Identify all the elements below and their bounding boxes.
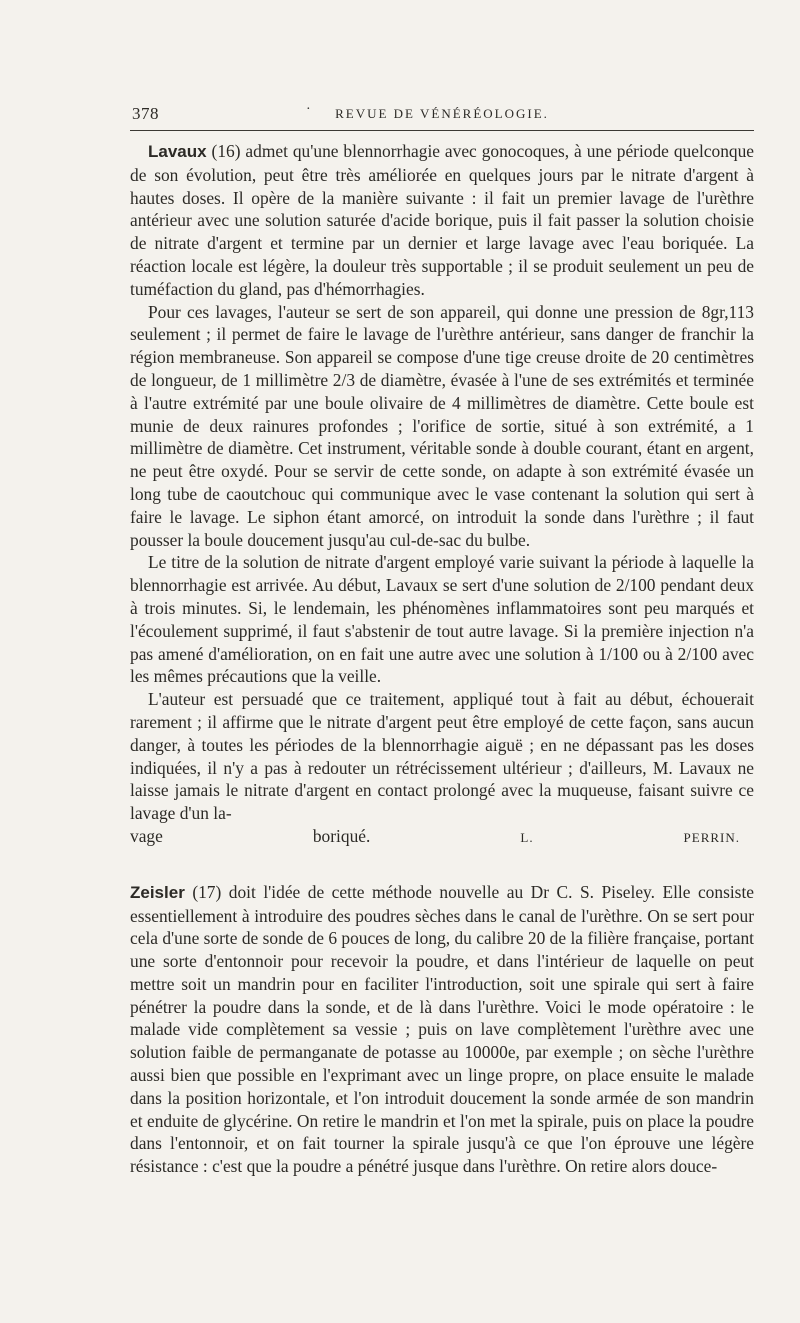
author-name: Zeisler — [130, 882, 185, 902]
header-dot: · — [306, 102, 311, 117]
paragraph: Lavaux (16) admet qu'une blennorrhagie avec gonocoques, à une période quelconque de son évolution, peut être très améliorée en quelques jours par le nitrate d'argent à hautes doses. Il opère de la manière suivante : il fait un premier lavage de l'urèthre antérieur avec une solution saturée d'acide borique, puis il fait passer la solution choisie de nitrate d'argent et termine par un dernier et large lavage avec l'eau boriquée. La réaction locale est légère, la douleur très supportable ; il se produit seulement un peu de tuméfaction du gland, pas d'hémorrhagies. — [130, 141, 754, 299]
article-body — [130, 140, 754, 1178]
paragraph: L'auteur est persuadé que ce traitement, appliqué tout à fait au début, échouerait rarement ; il affirme que le nitrate d'argent peut être employé de cette façon, sans aucun danger, à toutes les périodes de la blennorrhagie aiguë ; en ne dépassant pas les doses indiquées, il n'y a pas à redouter un rétrécissement ultérieur ; d'ailleurs, M. Lavaux ne laisse jamais le nitrate d'argent en contact prolongé avec la muqueuse, faisant suivre ce lavage d'un la- — [130, 689, 754, 824]
author-name: Lavaux — [148, 142, 207, 161]
closing-text: vage boriqué. — [130, 825, 371, 846]
signature: L. PERRIN. — [520, 829, 740, 845]
section-gap — [130, 850, 754, 881]
running-title: REVUE DE VÉNÉRÉOLOGIE. — [335, 106, 549, 121]
paragraph: Pour ces lavages, l'auteur se sert de son appareil, qui donne une pression de 8gr,113 seulement ; il permet de faire le lavage de l'urèthre antérieur, sans danger de franchir la région membraneuse. Son appareil se compose d'une tige creuse droite de 20 centimètres de longueur, de 1 millimètre 2/3 de diamètre, évasée à l'une de ses extrémités et terminée à l'autre extrémité par une boule olivaire de 4 millimètres de diamètre. Cette boule est munie de deux rainures profondes ; l'orifice de sortie, situé à son extrémité, a 1 millimètre de diamètre. Cet instrument, véritable sonde à double courant, étant en argent, ne peut être oxydé. Pour se servir de cette sonde, on adapte à son extrémité évasée un long tube de caoutchouc qui communique avec le vase contenant la solution qui sert à faire le lavage. Le siphon étant amorcé, on introduit la sonde dans l'urèthre ; il faut pousser la boule doucement jusqu'au cul-de-sac du bulbe. — [130, 301, 754, 550]
page-header — [130, 102, 754, 130]
paragraph: Zeisler (17) doit l'idée de cette méthode nouvelle au Dr C. S. Piseley. Elle consiste essentiellement à introduire des poudres sèches dans le canal de l'urèthre. On se sert pour cela d'une sorte de sonde de 6 pouces de long, du calibre 20 de la filière française, portant une sorte d'entonnoir pour recevoir la poudre, et dans l'intérieur de laquelle on peut mettre soit un mandrin pour en faciliter l'introduction, soit une spirale qui sert à faire pénétrer la poudre dans la sonde, et de là dans l'urèthre. Voici le mode opératoire : le malade vide complètement sa vessie ; puis on lave complètement l'urèthre avec une solution faible de permanganate de potasse au 10000e, par exemple ; on sèche l'urèthre aussi bien que possible en l'exprimant avec un linge propre, on place ensuite le malade dans la position horizontale, et l'on introduit doucement la sonde armée de son mandrin et enduite de glycérine. On retire le mandrin et l'on met la spirale, puis on place la poudre dans l'entonnoir, et on fait tourner la spirale jusqu'à ce que l'on éprouve une légère résistance : c'est que la poudre a pénétré jusque dans l'urèthre. On retire alors douce- — [130, 881, 754, 1177]
header-rule — [130, 130, 754, 131]
page-number: 378 — [132, 104, 159, 123]
paragraph: Le titre de la solution de nitrate d'argent employé varie suivant la période à laquelle la blennorrhagie est arrivée. Au début, Lavaux se sert d'une solution de 2/100 pendant deux à trois minutes. Si, le lendemain, les phénomènes inflammatoires sont peu marqués et l'écoulement supprimé, il faut s'abstenir de tout autre lavage. Si la première injection n'a pas amené d'amélioration, on en fait une autre avec une solution à 1/100 ou à 2/100 avec les mêmes précautions que la veille. — [130, 552, 754, 687]
signature-line — [130, 825, 754, 850]
